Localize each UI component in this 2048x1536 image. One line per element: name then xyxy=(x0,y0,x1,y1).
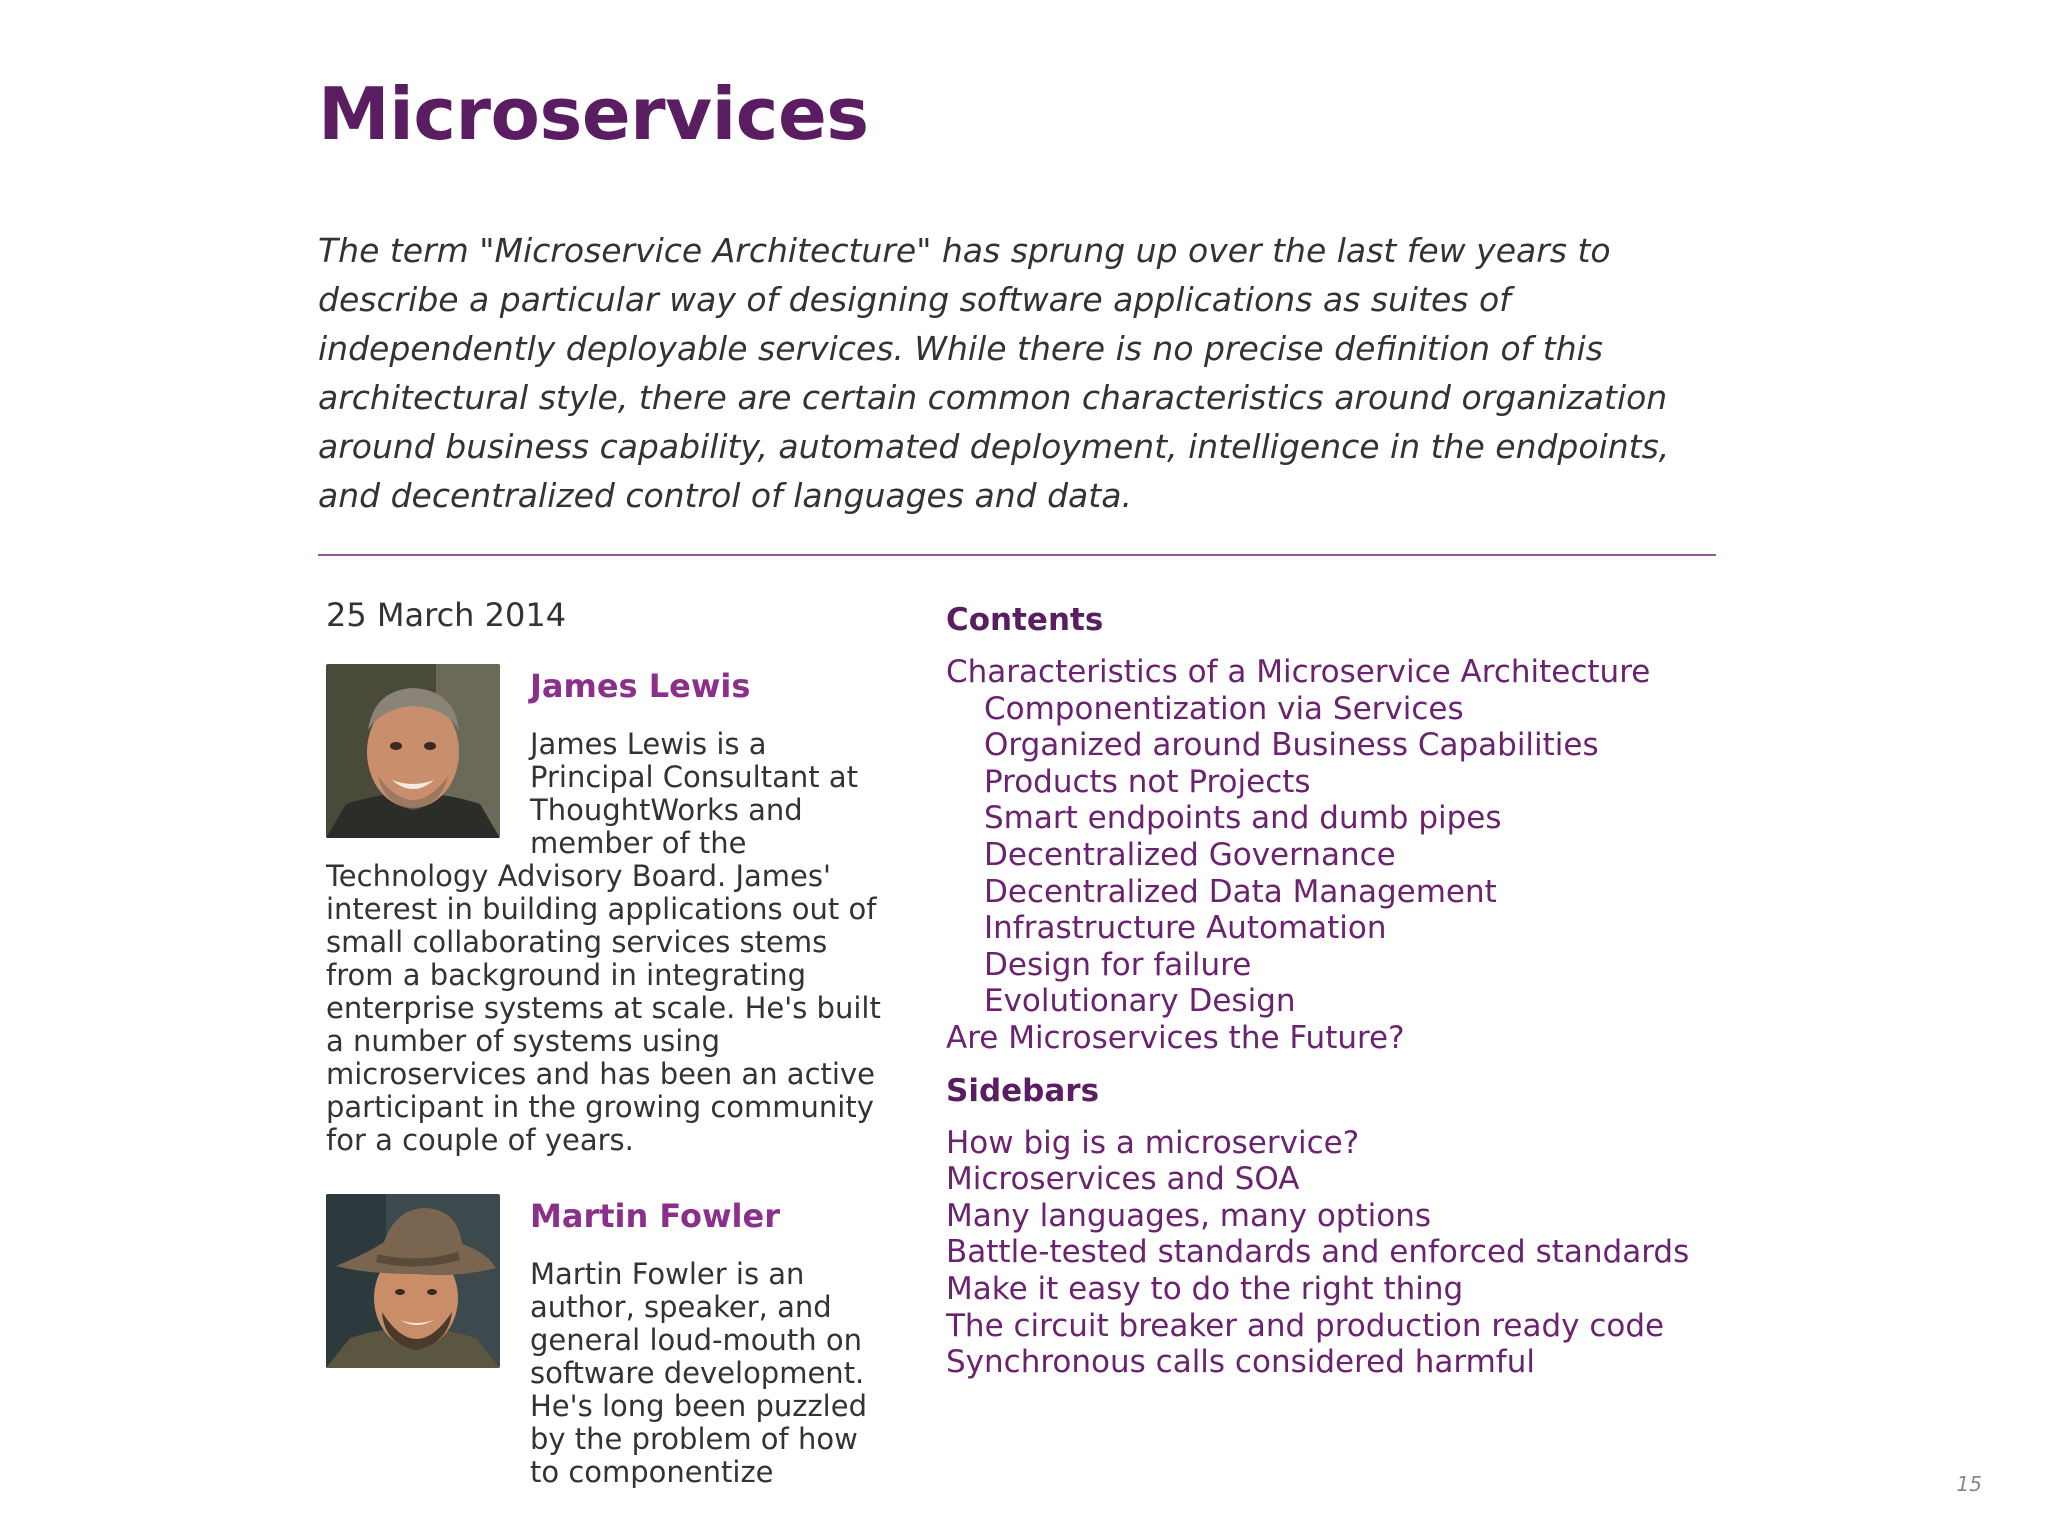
contents-list xyxy=(946,654,1726,1057)
toc-link[interactable]: Products not Projects xyxy=(984,763,1311,800)
publication-date: 25 March 2014 xyxy=(326,596,567,634)
article-abstract: The term "Microservice Architecture" has sprung up over the last few years to describe a particular way of designing software applications as suites of independently deployable services. While there is no precise definition of this architectural style, there are certain common characteristics around organization around business capability, automated deployment, intelligence in the endpoints, and decentralized control of languages and data. xyxy=(318,231,1670,515)
sidebars-heading: Sidebars xyxy=(946,1072,1100,1109)
author-name-james-lewis[interactable]: James Lewis xyxy=(530,667,751,705)
sidebar-link[interactable]: Synchronous calls considered harmful xyxy=(946,1344,1535,1381)
contents-heading: Contents xyxy=(946,602,1104,638)
author-bio-martin-fowler: Martin Fowler is an author, speaker, and general loud-mouth on software development. He's long been puzzled by the problem of how to componentize xyxy=(530,1258,867,1489)
divider xyxy=(318,554,1716,556)
sidebar-link[interactable]: Battle-tested standards and enforced standards xyxy=(946,1234,1690,1271)
author-photo-james-lewis xyxy=(326,664,500,838)
toc-link[interactable]: Design for failure xyxy=(984,946,1252,983)
page-number: 15 xyxy=(1956,1472,1982,1496)
table-of-contents xyxy=(946,600,1726,1381)
author-name-martin-fowler[interactable]: Martin Fowler xyxy=(530,1197,780,1235)
sidebar-link[interactable]: The circuit breaker and production ready code xyxy=(946,1307,1665,1344)
toc-link[interactable]: Are Microservices the Future? xyxy=(946,1019,1405,1056)
toc-link[interactable]: Smart endpoints and dumb pipes xyxy=(984,800,1502,837)
sidebars-list xyxy=(946,1125,1726,1381)
toc-link[interactable]: Decentralized Governance xyxy=(984,836,1396,873)
author-bio-clip xyxy=(530,1258,886,1524)
sidebar-link[interactable]: Make it easy to do the right thing xyxy=(946,1270,1464,1307)
author-card-james-lewis xyxy=(326,664,886,1157)
toc-link[interactable]: Decentralized Data Management xyxy=(984,873,1497,910)
sidebar-link[interactable]: How big is a microservice? xyxy=(946,1124,1360,1161)
toc-link[interactable]: Characteristics of a Microservice Architecture xyxy=(946,654,1651,690)
author-bio-james-lewis: James Lewis is a Principal Consultant at ThoughtWorks and member of the Technology Advisory Board. James' interest in building applications out of small collaborating services stems from a background in integrating enterprise systems at scale. He's built a number of systems using microservices and has been an active participant in the growing community for a couple of years. xyxy=(326,727,881,1157)
page-title: Microservices xyxy=(318,72,869,156)
toc-link[interactable]: Componentization via Services xyxy=(984,690,1464,727)
author-card-martin-fowler xyxy=(326,1194,886,1524)
sidebar-link[interactable]: Microservices and SOA xyxy=(946,1161,1300,1198)
author-photo-martin-fowler xyxy=(326,1194,500,1368)
toc-link[interactable]: Evolutionary Design xyxy=(984,983,1296,1020)
sidebar-link[interactable]: Many languages, many options xyxy=(946,1197,1431,1234)
toc-link[interactable]: Infrastructure Automation xyxy=(984,910,1387,947)
toc-link[interactable]: Organized around Business Capabilities xyxy=(984,727,1599,764)
